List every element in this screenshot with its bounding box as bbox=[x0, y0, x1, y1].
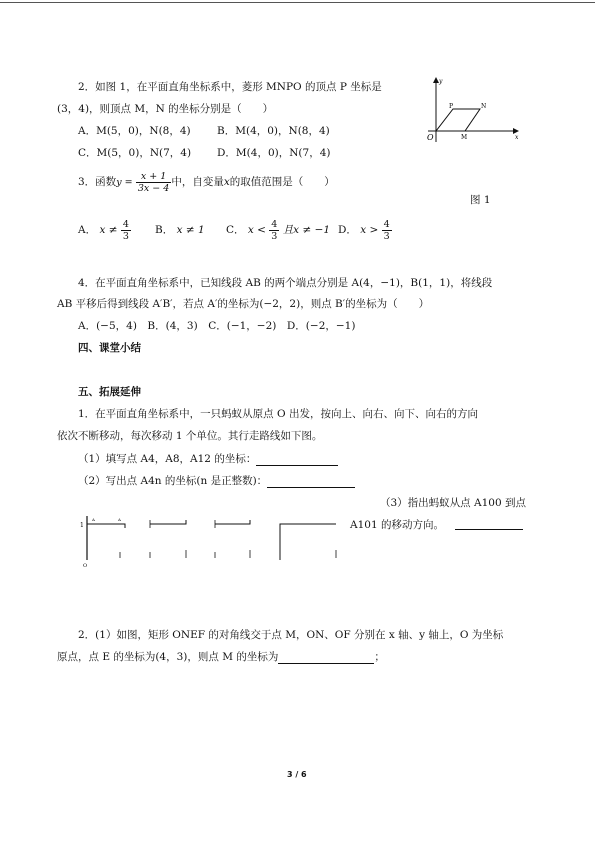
q3-option-c-expr1: x < bbox=[247, 224, 266, 236]
s5-sub1 bbox=[78, 452, 338, 466]
section-5-title: 五、拓展延伸 bbox=[78, 386, 141, 398]
q3-option-b-label: B． bbox=[155, 224, 174, 236]
q3-option-a-den: 3 bbox=[122, 230, 129, 242]
s5-sub1-text: （1）填写点 A4，A8，A12 的坐标： bbox=[78, 453, 257, 465]
s5-sub2-text: （2）写出点 A4n 的坐标(n 是正整数)： bbox=[78, 475, 268, 487]
s5-p2-line1: 2．(1）如图，矩形 ONEF 的对角线交于点 M，ON、OF 分别在 x 轴、y 轴上，O 为坐标 bbox=[78, 629, 504, 641]
s5-sub1-answer-blank[interactable] bbox=[256, 454, 338, 466]
ant-path-seg-1 bbox=[87, 524, 125, 528]
q3-option-c-label: C． bbox=[226, 224, 245, 236]
page-number: 3 / 6 bbox=[287, 770, 307, 779]
q3-option-c-den: 3 bbox=[271, 230, 278, 242]
q2-option-c: C．M(5，0)，N(7，4) bbox=[78, 147, 192, 159]
s5-sub3-line1: （3）指出蚂蚁从点 A100 到点 bbox=[380, 497, 526, 509]
header-rule bbox=[0, 2, 595, 3]
s5-p2-line2-text: 原点，点 E 的坐标为(4，3)，则点 M 的坐标为 bbox=[57, 651, 279, 663]
q3-fraction bbox=[136, 171, 171, 194]
ant-origin-label: O bbox=[83, 563, 88, 569]
q4-options: A．(−5，4) B．(4，3) C．(−1，−2) D．(−2，−1) bbox=[78, 320, 356, 332]
figure-1-caption: 图 1 bbox=[470, 194, 491, 206]
q3-option-d-frac bbox=[382, 219, 392, 242]
figure-1-label-m: M bbox=[461, 134, 468, 141]
ant-point-label: A bbox=[118, 517, 121, 522]
q3-frac-num: x + 1 bbox=[136, 171, 171, 183]
q3-option-c-frac bbox=[269, 219, 279, 242]
q3-option-c-num: 4 bbox=[271, 218, 278, 230]
q3-prefix: 3．函数 bbox=[78, 176, 117, 188]
figure-1-rhombus bbox=[418, 74, 523, 146]
q3-suffix2: 的取值范围是（ ） bbox=[229, 176, 335, 188]
ant-path-seg-4 bbox=[280, 524, 336, 560]
q3-option-d bbox=[338, 218, 392, 242]
q3-option-b-expr: x ≠ 1 bbox=[176, 224, 205, 236]
q4-line2: AB 平移后得到线段 A′B′，若点 A′的坐标为(−2，2)，则点 B′的坐标为（ ） bbox=[57, 298, 430, 310]
ant-point-label: A bbox=[92, 517, 95, 522]
q3-frac-den: 3x − 4 bbox=[137, 182, 170, 194]
q3-option-a-label: A． bbox=[78, 224, 97, 236]
s5-p2-line2 bbox=[57, 650, 385, 664]
q3-var: x bbox=[223, 176, 230, 188]
figure-1-label-n: N bbox=[481, 103, 487, 110]
q2-option-a: A．M(5，0)，N(8，4) bbox=[78, 125, 191, 137]
ant-y-label-one: 1 bbox=[80, 522, 84, 529]
s5-p1-line1: 1．在平面直角坐标系中，一只蚂蚁从原点 O 出发，按向上、向右、向下、向右的方向 bbox=[78, 408, 478, 420]
figure-1-label-p: P bbox=[449, 103, 454, 110]
ant-path-seg-3 bbox=[215, 520, 250, 524]
q2-option-b: B．M(4，0)，N(8，4) bbox=[217, 125, 330, 137]
q3-option-a-num: 4 bbox=[122, 218, 129, 230]
figure-1-label-y: y bbox=[439, 78, 443, 85]
s5-sub3-answer-blank[interactable] bbox=[455, 518, 523, 530]
q2-option-d: D．M(4，0)，N(7，4) bbox=[217, 147, 331, 159]
figure-1-label-x: x bbox=[515, 134, 519, 141]
q3-stem bbox=[78, 170, 335, 195]
q4-line1: 4．在平面直角坐标系中，已知线段 AB 的两个端点分别是 A(4，−1)，B(1，1)，将线段 bbox=[78, 277, 493, 289]
figure-1-label-o: O bbox=[427, 133, 434, 142]
s5-p2-end: ； bbox=[374, 651, 385, 663]
q3-option-b bbox=[155, 218, 205, 242]
q3-y-eq: y = bbox=[116, 177, 133, 188]
s5-p2-answer-blank[interactable] bbox=[278, 652, 374, 664]
figure-1-rhombus-shape bbox=[436, 109, 480, 131]
s5-p1-line2: 依次不断移动，每次移动 1 个单位。其行走路线如下图。 bbox=[57, 430, 323, 442]
s5-sub2-answer-blank[interactable] bbox=[267, 476, 355, 488]
q3-option-d-expr: x > bbox=[360, 224, 379, 236]
q3-option-c-expr2: 且x ≠ −1 bbox=[282, 224, 331, 236]
s5-sub3-line2 bbox=[350, 518, 444, 532]
q3-option-d-label: D． bbox=[338, 224, 357, 236]
ant-path-seg-2 bbox=[150, 520, 186, 524]
s5-sub2 bbox=[78, 474, 355, 488]
q3-option-a bbox=[78, 218, 131, 242]
q3-suffix: 中，自变量 bbox=[171, 176, 224, 188]
q3-option-a-frac bbox=[121, 219, 131, 242]
q3-option-d-den: 3 bbox=[383, 230, 390, 242]
section-4-title: 四、课堂小结 bbox=[78, 342, 141, 354]
q2-line2: (3，4)，则顶点 M，N 的坐标分别是（ ） bbox=[57, 103, 274, 115]
q3-option-a-expr: x ≠ bbox=[99, 224, 118, 236]
q2-line1: 2．如图 1，在平面直角坐标系中，菱形 MNPO 的顶点 P 坐标是 bbox=[78, 81, 382, 93]
q3-option-c bbox=[226, 218, 330, 242]
q3-option-d-num: 4 bbox=[383, 218, 390, 230]
ant-path-figure bbox=[78, 508, 348, 570]
s5-sub3-line2-text: A101 的移动方向。 bbox=[350, 519, 444, 531]
